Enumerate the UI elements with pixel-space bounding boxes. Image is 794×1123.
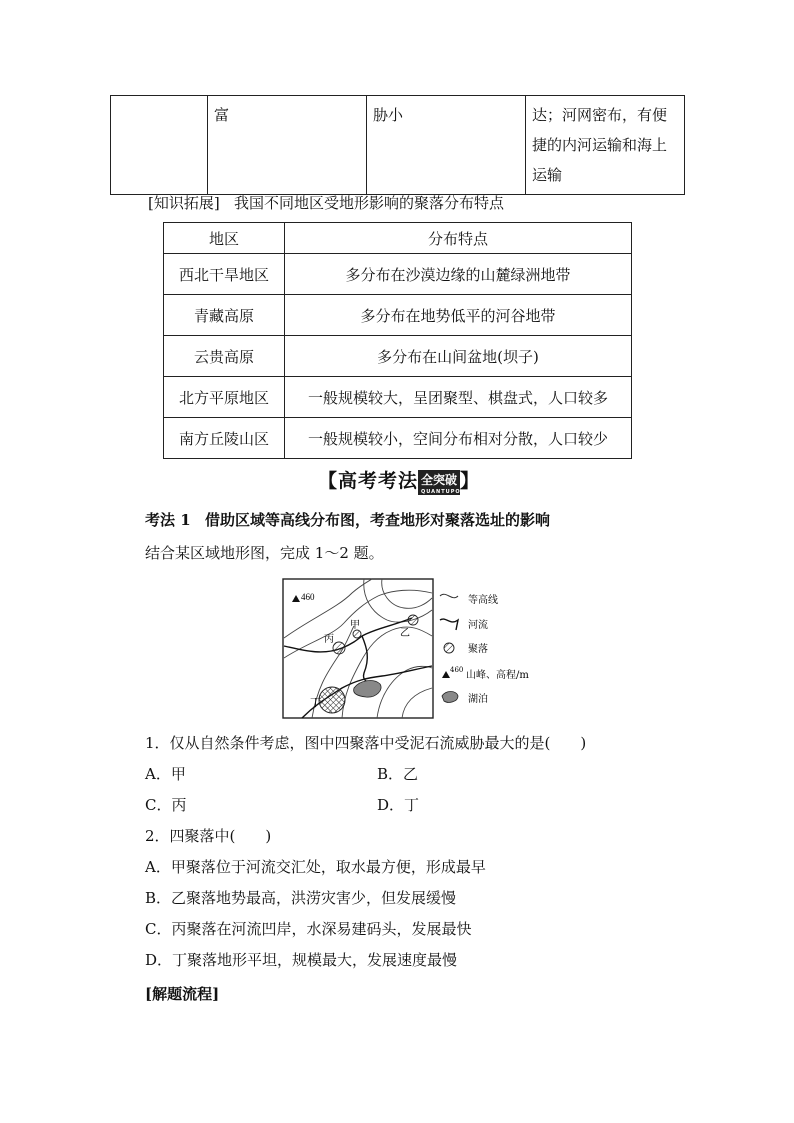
- method-text: 借助区域等高线分布图，考查地形对聚落选址的影响: [204, 511, 550, 529]
- legend-river: 河流: [468, 620, 488, 631]
- feature-cell: 多分布在山间盆地(坝子): [285, 336, 632, 377]
- transport-line-1: 达；河网密布，有便: [532, 106, 668, 124]
- header-feature: 分布特点: [285, 223, 632, 254]
- contour-icon: [440, 594, 458, 597]
- legend-lake: 湖泊: [468, 694, 488, 705]
- q2-option-c[interactable]: C．丙聚落在河流凹岸，水深易建码头，发展最快: [145, 920, 472, 938]
- legend-contour: 等高线: [468, 595, 498, 606]
- lake-icon: [442, 692, 458, 703]
- settlement-distribution-table: [163, 222, 632, 459]
- terrain-map: [282, 578, 542, 720]
- q2-option-d[interactable]: D．丁聚落地形平坦，规模最大，发展速度最慢: [145, 951, 458, 969]
- section-banner: [318, 466, 480, 495]
- badge-text: 全突破: [421, 472, 458, 487]
- region-cell: 南方丘陵山区: [164, 418, 285, 459]
- table-row: [164, 418, 632, 459]
- cell-resources: 富: [208, 96, 367, 195]
- q1-option-a[interactable]: A．甲: [145, 765, 186, 783]
- question-1-stem: 1．仅从自然条件考虑，图中四聚落中受泥石流威胁最大的是( ): [145, 734, 587, 752]
- q1-option-c[interactable]: C．丙: [145, 796, 187, 814]
- question-2-stem: 2．四聚落中( ): [145, 827, 272, 845]
- peak-value: 460: [301, 592, 315, 602]
- peak-icon: [442, 671, 450, 678]
- settlement-bing: [333, 642, 345, 654]
- label-ding: 丁: [310, 696, 321, 709]
- question-intro: 结合某区域地形图，完成 1～2 题。: [145, 544, 384, 562]
- extension-label: [知识拓展]: [148, 194, 220, 212]
- q1-option-d[interactable]: D．丁: [377, 796, 420, 814]
- q2-option-b[interactable]: B．乙聚落地势最高，洪涝灾害少，但发展缓慢: [145, 889, 457, 907]
- extension-heading: [148, 192, 504, 213]
- feature-cell: 一般规模较大，呈团聚型、棋盘式，人口较多: [285, 377, 632, 418]
- feature-cell: 一般规模较小，空间分布相对分散，人口较少: [285, 418, 632, 459]
- region-cell: 云贵高原: [164, 336, 285, 377]
- map-legend: [440, 593, 529, 705]
- table-row: [164, 336, 632, 377]
- feature-cell: 多分布在沙漠边缘的山麓绿洲地带: [285, 254, 632, 295]
- banner-left: 【高考考法: [318, 470, 419, 492]
- continued-table: [110, 95, 685, 195]
- river-icon: [440, 619, 458, 630]
- q2-option-a[interactable]: A．甲聚落位于河流交汇处，取水最方便，形成最早: [145, 858, 486, 876]
- transport-line-3: 运输: [532, 166, 563, 184]
- solve-process-label: [解题流程]: [145, 985, 220, 1003]
- label-jia: 甲: [350, 620, 360, 631]
- settlement-icon: [444, 643, 454, 653]
- settlement-ding-crosshatch: [319, 687, 345, 713]
- method-label: 考法 1: [145, 511, 191, 529]
- banner-badge: [418, 470, 460, 495]
- table-header-row: [164, 223, 632, 254]
- region-cell: 北方平原地区: [164, 377, 285, 418]
- table-row: [164, 377, 632, 418]
- region-cell: 西北干旱地区: [164, 254, 285, 295]
- legend-settlement: 聚落: [468, 644, 488, 655]
- legend-peak: 山峰、高程/m: [466, 670, 529, 681]
- table-row: [164, 295, 632, 336]
- feature-cell: 多分布在地势低平的河谷地带: [285, 295, 632, 336]
- table-row: [164, 254, 632, 295]
- badge-subtext: QUANTUPO: [421, 488, 461, 495]
- banner-right: 】: [460, 470, 481, 492]
- label-yi: 乙: [400, 628, 410, 639]
- method-heading: [145, 509, 550, 530]
- settlement-jia: [353, 630, 361, 638]
- cell-transport: [526, 96, 685, 195]
- extension-title: 我国不同地区受地形影响的聚落分布特点: [234, 194, 505, 212]
- label-bing: 丙: [324, 634, 334, 645]
- transport-line-2: 捷的内河运输和海上: [532, 136, 668, 154]
- cell-threat: 胁小: [367, 96, 526, 195]
- empty-cell: [111, 96, 208, 195]
- region-cell: 青藏高原: [164, 295, 285, 336]
- q1-option-b[interactable]: B．乙: [377, 765, 419, 783]
- settlement-yi: [408, 615, 418, 625]
- legend-peak-value: 460: [450, 666, 464, 674]
- header-region: 地区: [164, 223, 285, 254]
